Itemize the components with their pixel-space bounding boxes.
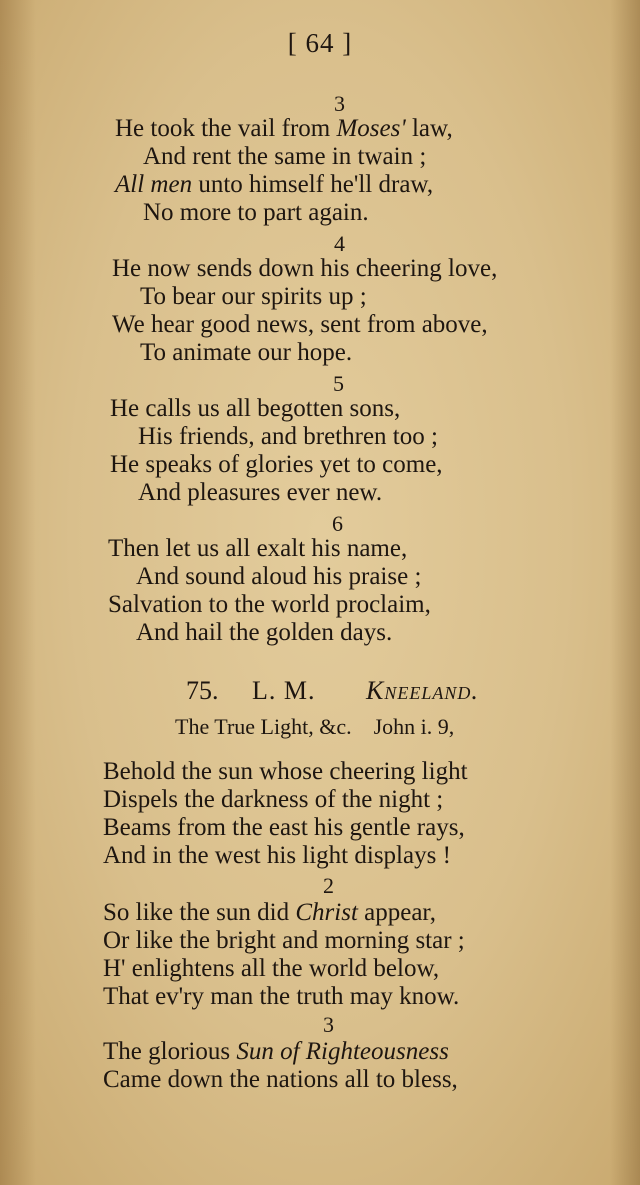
italic-name: Moses' xyxy=(336,115,406,142)
page-edge-shadow-right xyxy=(610,0,640,1185)
verse-line: Or like the bright and morning star ; xyxy=(103,927,465,954)
verse-line: His friends, and brethren too ; xyxy=(138,423,438,450)
verse-number: 3 xyxy=(334,91,345,116)
hymn-meter: L. M. xyxy=(252,676,316,705)
verse-line: That ev'ry man the truth may know. xyxy=(103,983,460,1010)
verse-number: 5 xyxy=(333,371,344,396)
verse-line: To animate our hope. xyxy=(140,339,353,366)
italic-phrase: Sun of Righteousness xyxy=(236,1038,449,1065)
verse-line: Dispels the darkness of the night ; xyxy=(103,786,444,813)
verse-line: He calls us all begotten sons, xyxy=(110,395,401,422)
verse-line: He now sends down his cheering love, xyxy=(112,255,498,282)
verse-line: Behold the sun whose cheering light xyxy=(103,758,468,785)
hymn-number: 75. xyxy=(186,676,219,705)
scripture-reference: John i. 9, xyxy=(373,714,455,739)
italic-phrase: All men xyxy=(115,171,193,198)
verse-number: 6 xyxy=(332,511,343,536)
verse-line: And in the west his light displays ! xyxy=(103,842,451,869)
hymn-tune: Kneeland. xyxy=(366,676,479,705)
verse-number: 3 xyxy=(323,1012,334,1037)
verse-line: Came down the nations all to bless, xyxy=(103,1066,458,1093)
verse-number: 2 xyxy=(323,873,334,898)
hymn-subtitle xyxy=(175,714,454,740)
verse-line: H' enlightens all the world below, xyxy=(103,955,440,982)
verse-line: And rent the same in twain ; xyxy=(143,143,427,170)
verse-line: And pleasures ever new. xyxy=(138,479,383,506)
verse-line: The glorious Sun of Righteousness xyxy=(103,1038,449,1065)
verse-line: Then let us all exalt his name, xyxy=(108,535,408,562)
page-number-header: [ 64 ] xyxy=(287,28,353,58)
italic-name: Christ xyxy=(295,899,358,926)
page-edge-shadow-left xyxy=(0,0,36,1185)
verse-line: Beams from the east his gentle rays, xyxy=(103,814,465,841)
verse-line: He took the vail from Moses' law, xyxy=(115,115,453,142)
verse-line: We hear good news, sent from above, xyxy=(112,311,488,338)
verse-number: 4 xyxy=(334,231,345,256)
verse-line: He speaks of glories yet to come, xyxy=(110,451,443,478)
hymn-title: The True Light, &c. xyxy=(175,714,352,739)
verse-line: And hail the golden days. xyxy=(136,619,393,646)
verse-line: Salvation to the world proclaim, xyxy=(108,591,431,618)
verse-line: So like the sun did Christ appear, xyxy=(103,899,437,926)
verse-line: And sound aloud his praise ; xyxy=(136,563,422,590)
verse-line: No more to part again. xyxy=(143,199,369,226)
verse-line: To bear our spirits up ; xyxy=(140,283,367,310)
verse-line: All men unto himself he'll draw, xyxy=(115,171,434,198)
